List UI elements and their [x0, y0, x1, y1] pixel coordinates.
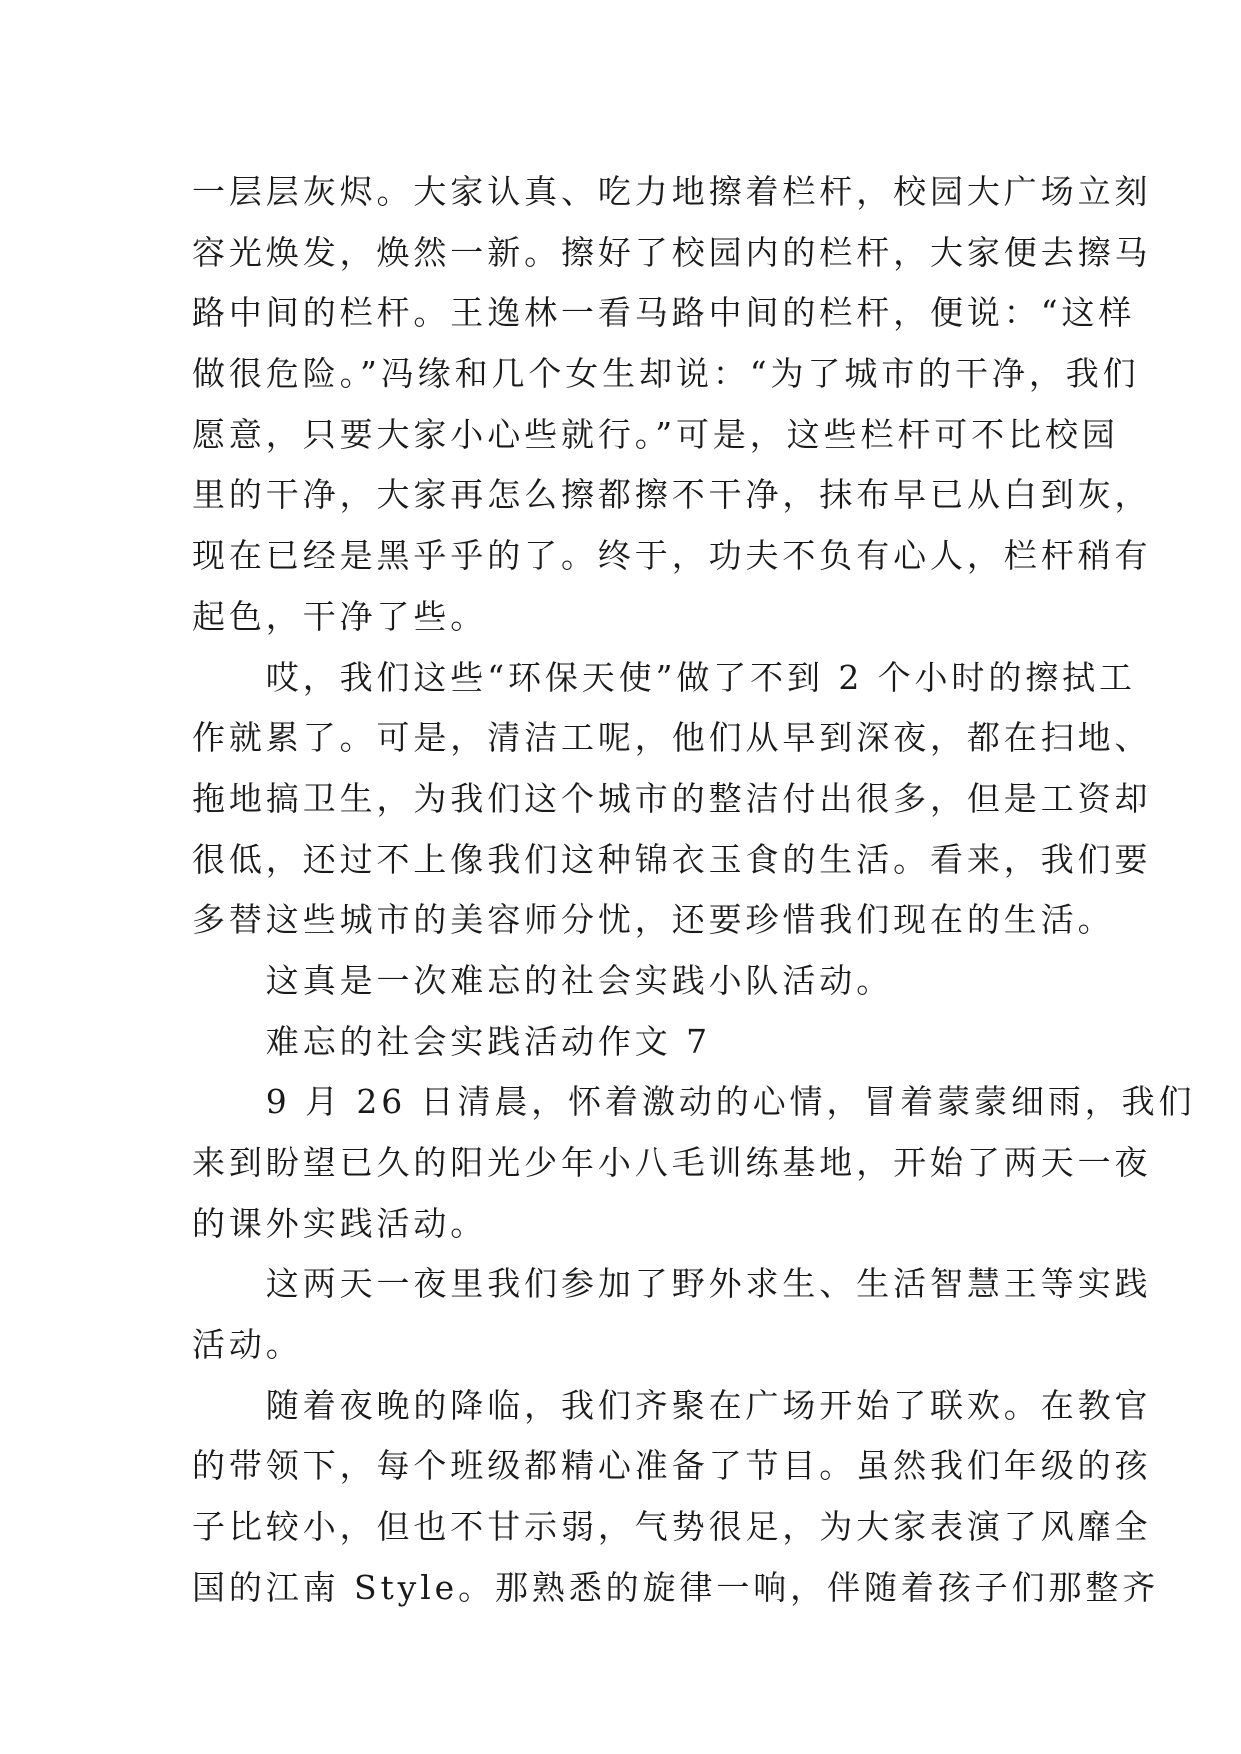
text-line: 路中间的栏杆。王逸林一看马路中间的栏杆，便说：“这样	[192, 293, 1136, 333]
text-line: 容光焕发，焕然一新。擦好了校园内的栏杆，大家便去擦马	[192, 232, 1152, 272]
text-line: 里的干净，大家再怎么擦都擦不干净，抹布早已从白到灰，	[192, 475, 1152, 515]
text-line: 国的江南 Style。那熟悉的旋律一响，伴随着孩子们那整齐	[192, 1567, 1160, 1607]
text-line: 这两天一夜里我们参加了野外求生、生活智慧王等实践	[192, 1264, 1152, 1304]
text-line: 活动。	[192, 1325, 303, 1365]
text-line: 的带领下，每个班级都精心准备了节目。虽然我们年级的孩	[192, 1446, 1152, 1486]
text-line: 拖地搞卫生，为我们这个城市的整洁付出很多，但是工资却	[192, 778, 1152, 818]
text-line: 9 月 26 日清晨，怀着激动的心情，冒着蒙蒙细雨，我们	[192, 1082, 1196, 1122]
text-line: 多替这些城市的美容师分忧，还要珍惜我们现在的生活。	[192, 900, 1115, 940]
text-line: 的课外实践活动。	[192, 1203, 488, 1243]
text-line: 现在已经是黑乎乎的了。终于，功夫不负有心人，栏杆稍有	[192, 536, 1152, 576]
text-line: 一层层灰烬。大家认真、吃力地擦着栏杆，校园大广场立刻	[192, 172, 1152, 211]
text-line: 哎，我们这些“环保天使”做了不到 2 个小时的擦拭工	[192, 657, 1136, 697]
section-heading: 难忘的社会实践活动作文 7	[192, 1021, 711, 1061]
text-line: 作就累了。可是，清洁工呢，他们从早到深夜，都在扫地、	[192, 718, 1152, 758]
text-line: 这真是一次难忘的社会实践小队活动。	[192, 960, 894, 1000]
essay-body	[192, 162, 1196, 1619]
text-line: 来到盼望已久的阳光少年小八毛训练基地，开始了两天一夜	[192, 1143, 1152, 1182]
text-line: 子比较小，但也不甘示弱，气势很足，为大家表演了风靡全	[192, 1507, 1152, 1547]
text-line: 随着夜晚的降临，我们齐聚在广场开始了联欢。在教官	[192, 1385, 1152, 1425]
text-line: 愿意，只要大家小心些就行。”可是，这些栏杆可不比校园	[192, 414, 1119, 454]
text-line: 很低，还过不上像我们这种锦衣玉食的生活。看来，我们要	[192, 839, 1152, 879]
text-line: 起色，干净了些。	[192, 596, 488, 636]
text-line: 做很危险。”冯缘和几个女生却说：“为了城市的干净，我们	[192, 354, 1140, 394]
